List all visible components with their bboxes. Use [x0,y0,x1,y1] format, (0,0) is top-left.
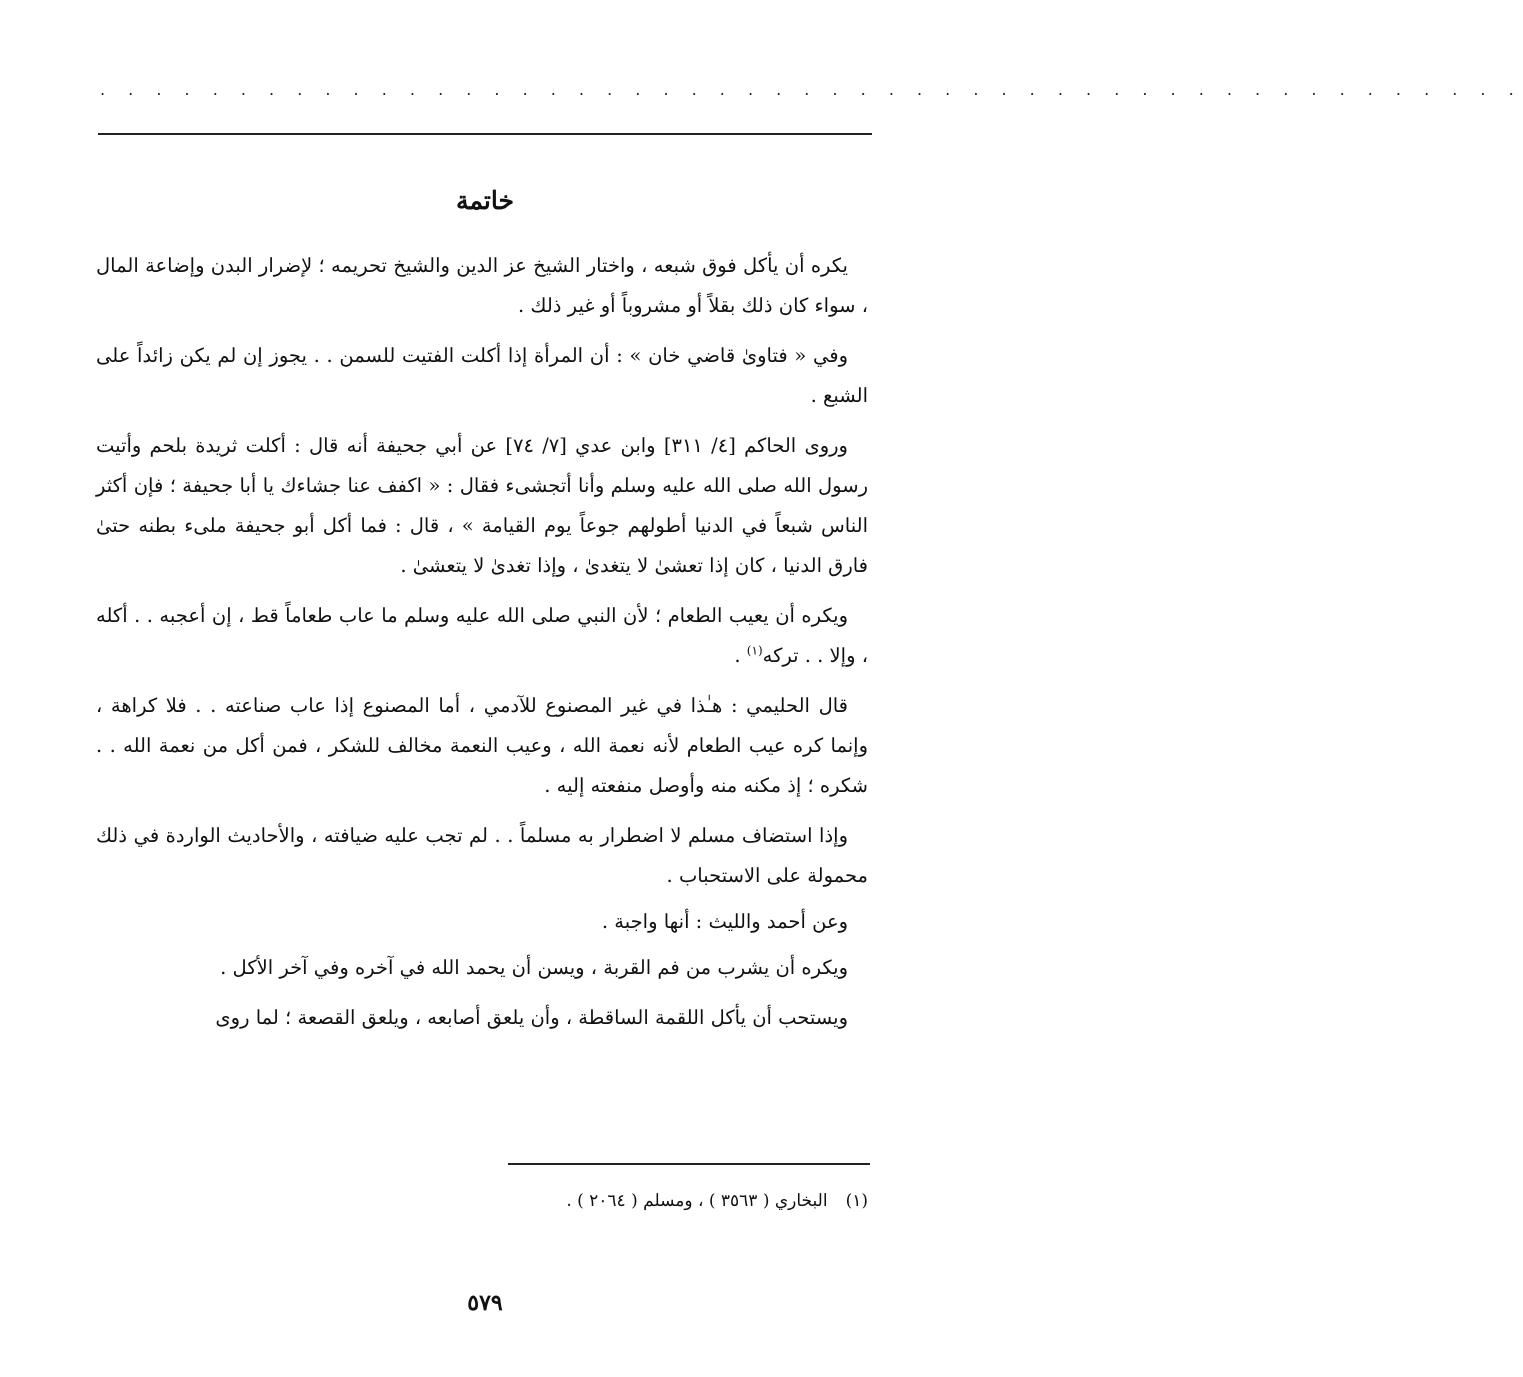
paragraph-8: ويكره أن يشرب من فم القربة ، ويسن أن يحمد الله في آخره وفي آخر الأكل . [220,956,848,979]
chapter-title: خاتمة [456,186,514,215]
paragraph-5: قال الحليمي : هـٰذا في غير المصنوع للآدمي ، أما المصنوع إذا عاب صناعته . . فلا كراهة ، وإنما كره عيب الطعام لأنه نعمة الله ، وعيب النعمة مخالف للشكر ، فمن أكل من نعمة الله . . شكره ؛ إذ مكنه منه وأوصل منفعته إليه . [96,694,868,797]
main-text [96,246,868,1048]
paragraph-7: وعن أحمد والليث : أنها واجبة . [601,910,848,933]
footnote-separator [508,1163,870,1165]
footnote [98,1186,868,1216]
footnote-marker: (١) [746,643,763,658]
footnote-number: (١) [845,1191,868,1211]
paragraph-9: ويستحب أن يأكل اللقمة الساقطة ، وأن يلعق أصابعه ، ويلعق القصعة ؛ لما روى [215,1006,848,1029]
paragraph-1: يكره أن يأكل فوق شبعه ، واختار الشيخ عز الدين والشيخ تحريمه ؛ لإضرار البدن وإضاعة المال ، سواء كان ذلك بقلاً أو مشروباً أو غير ذلك . [96,254,868,317]
paragraph-6: وإذا استضاف مسلم لا اضطرار به مسلماً . . لم تجب عليه ضيافته ، والأحاديث الواردة في ذلك محمولة على الاستحباب . [96,824,868,887]
paragraph-2: وفي « فتاوىٰ قاضي خان » : أن المرأة إذا أكلت الفتيت للسمن . . يجوز إن لم يكن زائداً على الشبع . [96,344,868,407]
paragraph-4-text: ويكره أن يعيب الطعام ؛ لأن النبي صلى الله عليه وسلم ما عاب طعاماً قط ، إن أعجبه . . أكله ، وإلا . . تركه [96,604,868,667]
page-number: ٥٧٩ [467,1290,503,1316]
paragraph-3: وروى الحاكم [٤/ ٣١١] وابن عدي [٧/ ٧٤] عن أبي جحيفة أنه قال : أكلت ثريدة بلحم وأتيت رسول الله صلى الله عليه وسلم وأنا أتجشىء فقال : « اكفف عنا جشاءك يا أبا جحيفة ؛ فإن أكثر الناس شبعاً في الدنيا أطولهم جوعاً يوم القيامة » ، قال : فما أكل أبو جحيفة ملىء بطنه حتىٰ فارق الدنيا ، كان إذا تعشىٰ لا يتغدىٰ ، وإذا تغدىٰ لا يتعشىٰ . [96,434,868,577]
header-rule [98,133,872,135]
footnote-text: البخاري ( ٣٥٦٣ ) ، ومسلم ( ٢٠٦٤ ) . [566,1191,828,1211]
paragraph-4 [96,596,868,676]
paragraph-4-end: . [734,644,747,667]
header-dotted-line: . . . . . . . . . . . . . . . . . . . . . . . . . . . . . . . . . . . . . . . . . . . . . . . . . . . [100,80,1523,99]
